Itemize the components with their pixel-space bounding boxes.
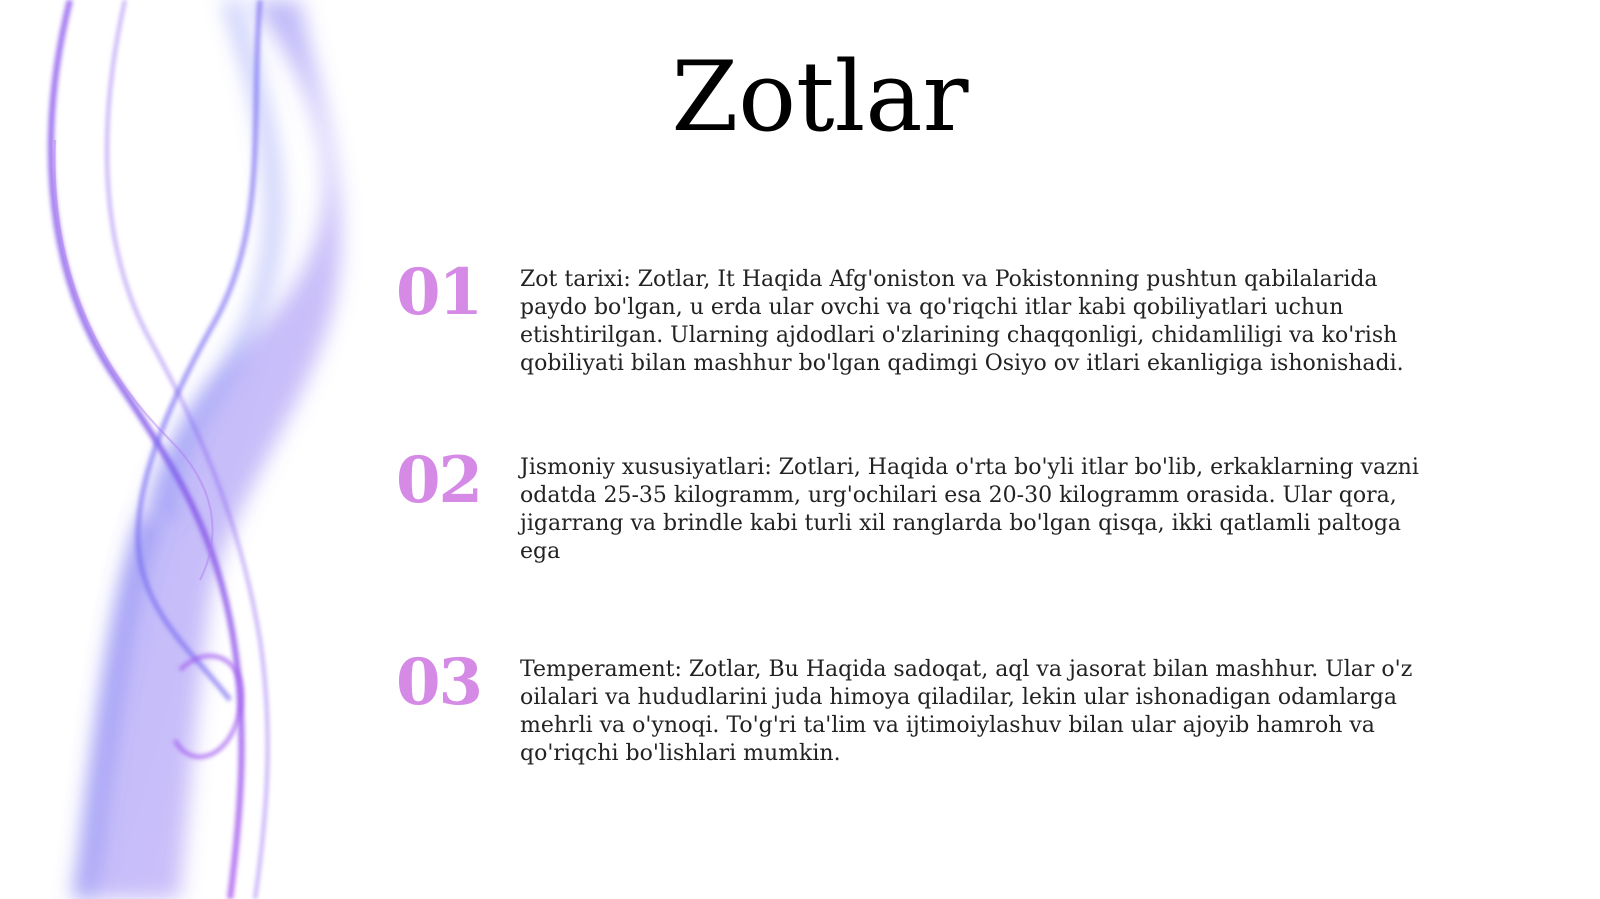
item-number: 01 bbox=[396, 255, 482, 330]
purple-smoke-decoration bbox=[0, 0, 400, 899]
item-number: 02 bbox=[396, 443, 482, 518]
item-number: 03 bbox=[396, 645, 482, 720]
item-text: Jismoniy xususiyatlari: Zotlari, Haqida o'rta bo'yli itlar bo'lib, erkaklarning vazni odatda 25-35 kilogramm, urg'ochilari esa 20-30 kilogramm orasida. Ular qora, jigarrang va brindle kabi turli xil ranglarda bo'lgan qisqa, ikki qatlamli paltoga ega bbox=[520, 455, 1419, 564]
slide-title: Zotlar bbox=[671, 41, 969, 153]
item-text: Zot tarixi: Zotlar, It Haqida Afg'oniston va Pokistonning pushtun qabilalarida paydo bo'lgan, u erda ular ovchi va qo'riqchi itlar kabi qobiliyatlari uchun etishtirilgan. Ularning ajdodlari o'zlarining chaqqonligi, chidamliligi va ko'rish qobiliyati bilan mashhur bo'lgan qadimgi Osiyo ov itlari ekanligiga ishonishadi. bbox=[520, 267, 1404, 376]
item-text: Temperament: Zotlar, Bu Haqida sadoqat, aql va jasorat bilan mashhur. Ular o'z oilalari va hududlarini juda himoya qiladilar, lekin ular ishonadigan odamlarga mehrli va o'ynoqi. To'g'ri ta'lim va ijtimoiylashuv bilan ular ajoyib hamroh va qo'riqchi bo'lishlari mumkin. bbox=[520, 657, 1413, 766]
